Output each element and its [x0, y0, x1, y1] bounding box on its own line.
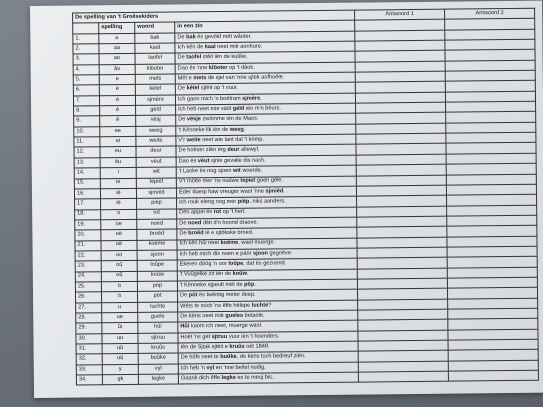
word-cell: pöt — [137, 291, 177, 302]
sentence-keyword: koëme — [220, 240, 239, 247]
row-number: 11. — [74, 137, 100, 148]
word-cell: sjoon — [137, 250, 177, 261]
sentence-start: Ekeren döög 'n oor — [179, 261, 229, 268]
row-number: 6. — [73, 85, 99, 96]
answer2-header: Antwoord 2 — [445, 8, 535, 19]
sentence-cell — [178, 372, 358, 384]
sentence-start: De — [179, 230, 189, 237]
spelling-cell: y — [102, 364, 138, 375]
row-number: 7. — [73, 96, 99, 107]
row-number: 19. — [75, 220, 101, 231]
sentence-keyword: pöp — [244, 281, 255, 288]
row-number: 29. — [76, 323, 102, 334]
word-cell: sjmère — [135, 95, 175, 106]
spelling-cell: ê — [100, 116, 136, 127]
sentence-start: Ich heb mich dis noen e päör — [179, 250, 254, 258]
word-cell: kètel — [135, 84, 175, 95]
sentence-keyword: kètel — [186, 85, 200, 92]
sentence-keyword: loûpe — [228, 260, 244, 268]
sentence-end: ién m'n bëurs. — [244, 105, 281, 112]
sentence-keyword: vyl — [206, 364, 215, 371]
word-cell: klöoter — [135, 64, 175, 75]
sentence-end: , niks aanders. — [249, 198, 286, 205]
row-number: 23. — [75, 261, 101, 272]
spelling-cell: oë — [101, 230, 137, 241]
number-header — [73, 23, 99, 34]
sentence-end: oët 1848. — [244, 343, 270, 350]
sentence-start: De — [180, 292, 189, 299]
sentence-start: Ich rouk eleng nog mer — [179, 198, 238, 206]
sentence-start: De — [177, 33, 187, 41]
sentence-keyword: kaal — [204, 43, 216, 51]
sentence-keyword: buûke — [220, 354, 237, 361]
sentence-end: dèit d'n hoond draove. — [201, 219, 259, 226]
spelling-cell: åo — [99, 64, 135, 75]
spelling-cell: ö — [101, 292, 137, 303]
sentence-keyword: klöoter — [208, 64, 228, 71]
row-number: 22. — [75, 251, 101, 262]
sentence-start: V'r — [178, 137, 187, 144]
sentence-start: Ién de Sjtak sjtèit e — [180, 343, 230, 351]
sentence-start: Wéts te mich 'ns êffe hëlepe — [180, 302, 252, 309]
spelling-cell: ei — [100, 137, 136, 148]
sentence-end: , dat ës gezoend. — [243, 260, 287, 267]
sentence-end: de sjel van 'nne sjtek aofhoële. — [206, 74, 285, 82]
sentence-start: Ich kën de — [177, 44, 205, 51]
row-number: 27. — [76, 302, 102, 313]
sentence-start: Mét e — [177, 75, 194, 82]
sentence-keyword: mets — [193, 75, 207, 82]
sentence-keyword: wit — [232, 167, 241, 174]
sentence-end: . — [243, 126, 246, 133]
answer2-cell[interactable] — [448, 370, 538, 381]
word-cell: rot — [137, 209, 177, 220]
sentence-keyword: weeg — [229, 126, 244, 133]
spelling-cell: ao — [99, 54, 135, 65]
spelling-cell: uu — [102, 333, 138, 344]
spelling-cell: eu — [100, 147, 136, 158]
sentence-keyword: vësje — [186, 116, 201, 123]
sentence-end: betaole. — [243, 312, 265, 319]
spelling-cell: aa — [99, 43, 135, 54]
sentence-keyword: tepiet — [240, 178, 256, 185]
word-cell: luchte — [138, 302, 178, 313]
spelling-cell: oo — [101, 250, 137, 261]
word-cell: weite — [136, 136, 176, 147]
row-number: 15. — [74, 178, 100, 189]
row-number: 1. — [73, 33, 99, 44]
word-cell: vësj — [136, 115, 176, 126]
row-number: 30. — [76, 333, 102, 344]
spelling-cell: o — [101, 209, 137, 220]
sentence-start: De — [178, 116, 187, 123]
spelling-cell: ue — [102, 312, 138, 323]
sentence-end: . — [260, 95, 262, 102]
sentence-end: gegoëve. — [267, 250, 293, 257]
spelling-cell: ie — [100, 178, 136, 189]
worksheet-paper — [30, 1, 543, 398]
sentence-end: . — [254, 281, 256, 288]
row-number: 31. — [76, 344, 102, 355]
sentence-end: woerde. — [240, 167, 263, 174]
sentence-end: es te meuj bis. — [235, 374, 274, 381]
sentence-end: zwömme ién de Maos. — [200, 115, 259, 123]
spelling-cell: oû — [101, 271, 137, 282]
spelling-cell: ö — [101, 281, 137, 292]
sentence-start: 't Vuûgelke zit ién de — [179, 271, 233, 278]
sentence-keyword: taofel — [186, 54, 202, 61]
spelling-cell: oe — [101, 219, 137, 230]
sentence-start: Hoët 'ns get — [180, 333, 212, 340]
sentence-start: 't Kënneke sjpeult mët de — [179, 281, 245, 289]
spelling-cell: ee — [100, 126, 136, 137]
word-cell: taofel — [135, 53, 175, 64]
word-cell: koûw — [137, 271, 177, 282]
sentence-start: De këns neet mië — [180, 312, 226, 320]
sentence-keyword: sjoon — [252, 250, 268, 257]
row-number: 14. — [74, 168, 100, 179]
row-number: 26. — [76, 292, 102, 303]
word-cell: deur — [136, 146, 176, 157]
answer1-cell[interactable] — [358, 371, 448, 382]
sentence-keyword: noed — [187, 219, 202, 227]
sentence-end: . — [246, 271, 249, 278]
spelling-cell: uû — [102, 354, 138, 365]
spelling-cell: ûi — [102, 323, 138, 334]
sentence-start: 't Kënneke lik ién de — [178, 126, 230, 134]
spelling-header: spelling — [99, 23, 135, 34]
sentence-end: . — [283, 188, 285, 195]
sentence-keyword: pöt — [188, 292, 198, 299]
row-number: 17. — [75, 199, 101, 210]
row-number: 10. — [74, 127, 100, 138]
sentence-start: Ich gaon mich 'n boëtram — [177, 95, 243, 103]
sentence-end: en 'nne beitel nudig. — [214, 364, 266, 371]
sentence-keyword: legke — [221, 374, 236, 381]
sentence-end: vuur ién 't hoenders. — [227, 332, 280, 340]
sentence-end: neet mië aonhure. — [215, 43, 263, 50]
sentence-end: kaom ich neet, muerge waol. — [189, 322, 263, 330]
sentence-keyword: sjmiéd — [265, 188, 284, 195]
row-number: 18. — [75, 209, 101, 220]
sentence-header: in een zin — [175, 20, 355, 32]
sentence-end: , de këns toch bedreuf ziën. — [236, 353, 306, 361]
word-cell: pöp — [137, 281, 177, 292]
sentence-start: De hoëser ziën érg — [178, 147, 228, 154]
row-number: 33. — [76, 364, 102, 375]
spelling-cell: é — [99, 95, 135, 106]
word-cell: guele — [138, 312, 178, 323]
sentence-start: Gaank dich êffe — [180, 374, 222, 382]
sentence-keyword: luchte — [251, 302, 269, 309]
word-cell: piëp — [137, 198, 177, 209]
sentence-start: Ich heb neet mie väöl — [178, 105, 233, 113]
word-cell: buûke — [138, 353, 178, 364]
word-header: woord — [135, 22, 175, 33]
sentence-keyword: broëd — [188, 230, 204, 237]
sentence-keyword: piëp — [237, 198, 250, 205]
sentence-keyword: deur — [227, 147, 240, 154]
sentence-end: ië e sjtökske broed. — [203, 229, 254, 237]
row-number: 12. — [74, 147, 100, 158]
sentence-end: ? — [268, 301, 272, 309]
sentence-start: De — [177, 54, 187, 61]
word-cell: mets — [135, 74, 175, 85]
spelling-cell: oë — [101, 240, 137, 251]
word-cell: wit — [136, 167, 176, 178]
row-number: 21. — [75, 240, 101, 251]
word-cell: kruûs — [138, 343, 178, 354]
row-number: 4. — [73, 64, 99, 75]
sentence-keyword: kruûs — [229, 343, 245, 350]
sentence-start: Dao ës 'nne — [177, 64, 209, 72]
word-cell: kaal — [135, 43, 175, 54]
row-number: 13. — [74, 158, 100, 169]
row-number: 34. — [76, 375, 102, 386]
word-cell: tepiet — [136, 177, 176, 188]
sentence-start: Dèn appel ës — [179, 209, 214, 216]
sentence-keyword: sjtruu — [211, 333, 228, 340]
sentence-start: 't Laoke ës nog sjoen — [178, 167, 234, 175]
spelling-cell: a — [99, 33, 135, 44]
sentence-end: sjnie gevalle dis nach. — [209, 157, 266, 164]
sentence-keyword: géld — [232, 105, 245, 112]
word-cell: loûpe — [137, 260, 177, 271]
spelling-cell: i — [100, 168, 136, 179]
word-cell: géld — [136, 105, 176, 116]
sentence-start: Ich kën hûi neet — [179, 240, 221, 247]
word-cell: sjmiéd — [136, 188, 176, 199]
row-number: 5. — [73, 75, 99, 86]
spelling-cell: ië — [101, 199, 137, 210]
word-cell: koëme — [137, 240, 177, 251]
sentence-keyword: rot — [213, 209, 222, 216]
spelling-cell: ë — [99, 85, 135, 96]
row-number: 16. — [74, 189, 100, 200]
sentence-keyword: sjmère — [242, 95, 261, 102]
sentence-keyword: Hûi — [180, 323, 190, 330]
row-number: 28. — [76, 313, 102, 324]
sentence-end: sjtèit op 't vuur. — [199, 85, 239, 92]
word-cell: legke — [138, 374, 178, 385]
spelling-cell: e — [99, 74, 135, 85]
row-number: 24. — [75, 271, 101, 282]
sentence-end: ës twëntig meter deep. — [197, 291, 256, 299]
row-number: 9. — [74, 116, 100, 127]
sentence-keyword: bak — [186, 33, 196, 40]
spelling-table — [72, 8, 539, 386]
row-number: 8. — [74, 106, 100, 117]
sentence-keyword: koûw — [232, 271, 247, 278]
sentence-start: V'r mötte mer 'ns nuûwe — [178, 178, 241, 185]
spelling-cell: uû — [102, 343, 138, 354]
sentence-start: Ich heb 'n — [180, 364, 207, 372]
sentence-start: De — [177, 85, 187, 92]
row-number: 2. — [73, 44, 99, 55]
word-cell: bak — [135, 33, 175, 44]
word-cell: vèut — [136, 157, 176, 168]
sentence-start: De — [179, 220, 189, 227]
row-number: 3. — [73, 54, 99, 65]
word-cell: weeg — [136, 126, 176, 137]
word-cell: sjtruu — [138, 333, 178, 344]
sentence-start: De höfs neet te — [180, 354, 221, 361]
sentence-end: neet wie laot dat 't kömp. — [200, 136, 264, 144]
sentence-start: Dao ës — [178, 157, 198, 165]
sentence-end: allewyl. — [239, 146, 260, 154]
row-number: 32. — [76, 354, 102, 365]
answer1-header: Antwoord 1 — [355, 9, 445, 20]
row-number: 20. — [75, 230, 101, 241]
word-cell: noed — [137, 219, 177, 230]
spelling-cell: è — [100, 105, 136, 116]
sentence-start: Eder duerp haw vreuger waol 'nne — [178, 188, 266, 196]
sentence-keyword: vèut — [197, 157, 210, 164]
sentence-end: , waol muerge. — [238, 239, 276, 247]
sentence-end: goën gële. — [255, 177, 284, 185]
spelling-cell: oû — [101, 261, 137, 272]
spelling-cell: gk — [102, 374, 138, 385]
sentence-end: op 't dâok. — [227, 64, 255, 71]
sentence-keyword: gueles — [225, 312, 244, 319]
word-cell: hûi — [138, 322, 178, 333]
sentence-end: stèit ién de kuûke. — [201, 53, 248, 61]
word-cell: broëd — [137, 229, 177, 240]
sheet-title: De spelling van 't Groêsekiders — [73, 10, 355, 23]
spelling-cell: ié — [100, 188, 136, 199]
word-cell: vyl — [138, 364, 178, 375]
spelling-cell: èu — [100, 157, 136, 168]
sentence-keyword: weite — [186, 137, 201, 144]
sentence-end: ës gevöld mët wåoter. — [195, 33, 252, 40]
row-number: 25. — [75, 282, 101, 293]
spelling-cell: u — [102, 302, 138, 313]
sentence-end: op 't hert. — [221, 209, 246, 216]
